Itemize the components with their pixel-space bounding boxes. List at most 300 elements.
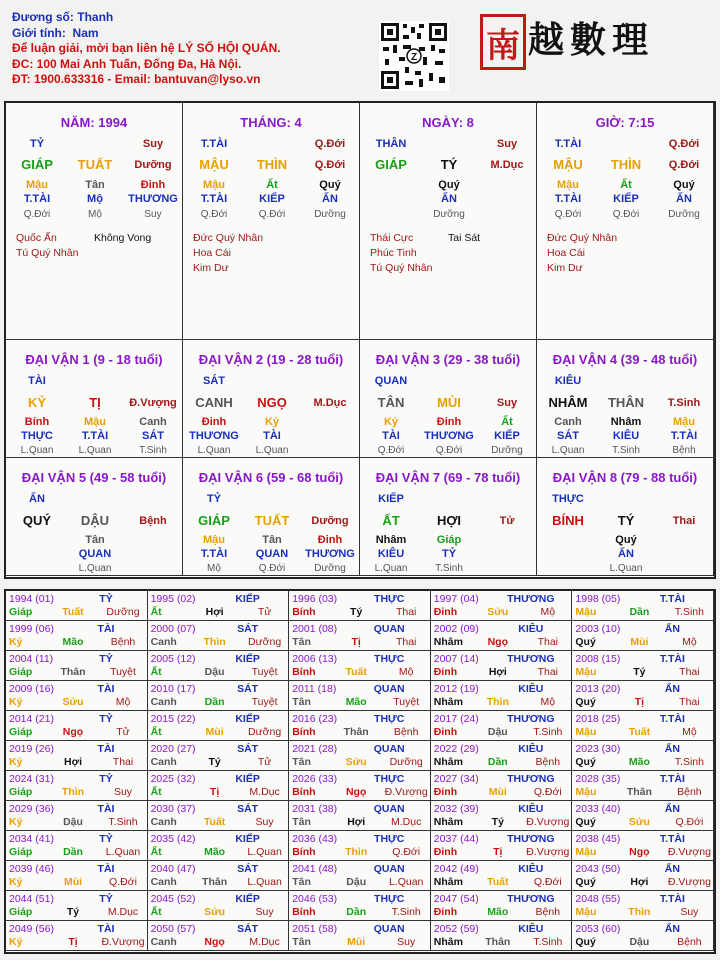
year-branch: Hợi (347, 816, 366, 828)
year-label: 2004 (11) (9, 653, 54, 665)
sub-phase: L.Quan (609, 563, 643, 574)
pillar-cell (6, 103, 183, 340)
year-phase: Bệnh (677, 936, 702, 948)
year-god: ẤN (664, 683, 680, 695)
luck-title: ĐẠI VẬN 2 (19 - 28 tuổi) (198, 352, 344, 367)
luck-stem: ẤT (382, 513, 400, 528)
year-label: 2005 (12) (150, 653, 196, 665)
pillar-stem: MẬU (199, 157, 229, 172)
year-branch: Tuất (628, 726, 651, 738)
ten-god: ẤN (441, 193, 457, 205)
year-label: 2021 (28) (292, 743, 338, 755)
year-cell (6, 771, 148, 801)
hidden-stem: Tân (262, 534, 282, 546)
pillar-top-star: TỶ (29, 138, 45, 150)
hidden-stem: Mậu (557, 179, 579, 191)
year-cell (148, 651, 290, 681)
year-god: SÁT (237, 803, 259, 815)
year-phase: Mộ (682, 726, 697, 738)
year-phase: T.Sinh (391, 906, 421, 918)
year-phase: Tử (257, 756, 272, 768)
year-branch: Sửu (487, 606, 509, 618)
star-note: Thái Cực (370, 232, 414, 244)
year-branch: Sửu (204, 906, 226, 918)
year-branch: Tị (209, 786, 220, 798)
year-branch: Dần (487, 756, 508, 768)
luck-cell (537, 458, 714, 576)
year-cell (572, 651, 714, 681)
year-stem: Canh (150, 696, 177, 708)
year-label: 2011 (18) (292, 683, 337, 695)
year-label: 2014 (21) (9, 713, 54, 725)
year-branch: Mão (204, 846, 226, 858)
year-god: T.TÀI (659, 833, 685, 845)
year-cell (6, 861, 148, 891)
year-god: TÀI (97, 863, 115, 875)
star-note-2: Không Vong (94, 232, 152, 244)
gender-value: Nam (72, 25, 99, 40)
year-cell (6, 591, 148, 621)
year-stem: Canh (150, 816, 177, 828)
year-cell (431, 621, 573, 651)
year-label: 2044 (51) (9, 893, 54, 905)
pillar-top-star: T.TÀI (554, 138, 582, 150)
luck-phase: Bệnh (139, 515, 167, 527)
year-branch: Mùi (63, 876, 83, 888)
year-stem: Đinh (433, 846, 458, 858)
year-god: KIÊU (518, 863, 544, 875)
year-stem: Tân (292, 876, 311, 888)
year-stem: Kỷ (9, 936, 23, 948)
hidden-stem: Đinh (436, 416, 462, 428)
pillar-phase: Q.Đới (314, 159, 346, 171)
year-cell (148, 681, 290, 711)
year-label: 2039 (46) (9, 863, 54, 875)
year-god: KIẾP (235, 653, 260, 665)
luck-cell (360, 458, 537, 576)
year-cell (6, 621, 148, 651)
year-branch: Tuất (203, 816, 226, 828)
year-cell (148, 591, 290, 621)
year-god: KIẾP (235, 893, 260, 905)
year-label: 2022 (29) (433, 743, 479, 755)
year-branch: Mùi (630, 636, 649, 648)
luck-title: ĐẠI VẬN 4 (39 - 48 tuổi) (552, 352, 698, 367)
luck-star: KIÊU (554, 375, 582, 387)
hidden-stem: Quý (615, 534, 637, 546)
ten-god: THƯƠNG (305, 548, 355, 560)
year-cell (148, 921, 290, 951)
year-phase: Bệnh (110, 636, 136, 648)
year-cell (431, 711, 573, 741)
sub-phase: Mộ (88, 209, 102, 220)
year-phase: Thai (395, 636, 417, 648)
luck-star: SÁT (203, 375, 225, 387)
sub-phase: L.Quan (374, 563, 408, 574)
year-branch: Dậu (487, 726, 508, 738)
year-label: 2038 (45) (575, 833, 621, 845)
sub-phase: Suy (144, 209, 162, 220)
hidden-stem: Ất (266, 179, 278, 191)
year-cell (6, 801, 148, 831)
year-god: THƯƠNG (507, 653, 555, 665)
year-god: THỰC (374, 653, 405, 665)
pillar-phase: Q.Đới (668, 159, 700, 171)
year-label: 2018 (25) (575, 713, 621, 725)
year-stem: Kỷ (9, 756, 23, 768)
year-branch: Dậu (63, 816, 83, 828)
year-stem: Kỷ (9, 636, 23, 648)
year-label: 2020 (27) (150, 743, 196, 755)
year-phase: Đ.Vượng (101, 936, 145, 948)
ten-god: KIẾP (613, 193, 639, 205)
year-stem: Mậu (575, 786, 597, 798)
year-stem: Mậu (575, 666, 597, 678)
year-phase: M.Dục (249, 786, 280, 798)
year-branch: Mão (345, 696, 367, 708)
ten-god: ẤN (322, 193, 338, 205)
year-stem: Đinh (433, 726, 458, 738)
luck-phase: Dưỡng (311, 515, 349, 527)
year-branch: Mùi (205, 726, 224, 738)
year-god: THƯƠNG (507, 893, 555, 905)
year-label: 2029 (36) (9, 803, 54, 815)
year-god: ẤN (664, 923, 680, 935)
year-phase: T.Sinh (108, 816, 138, 828)
sub-phase: T.Sinh (612, 445, 640, 456)
year-god: TÀI (97, 623, 115, 635)
ten-god: THƯƠNG (189, 430, 239, 442)
year-phase: L.Quan (247, 846, 282, 858)
ten-god: T.TÀI (200, 193, 228, 205)
year-stem: Đinh (433, 666, 458, 678)
year-branch: Tị (634, 696, 645, 708)
star-note: Kim Dư (193, 262, 229, 274)
year-cell (148, 711, 290, 741)
year-cell (6, 711, 148, 741)
year-label: 2009 (16) (9, 683, 54, 695)
sub-phase: Dưỡng (491, 445, 523, 456)
luck-stem: NHÂM (548, 395, 588, 410)
year-stem: Quý (575, 696, 596, 708)
year-god: SÁT (237, 743, 259, 755)
year-god: ẤN (664, 863, 680, 875)
year-phase: Dưỡng (248, 636, 282, 648)
year-phase: Suy (397, 936, 416, 948)
year-stem: Tân (292, 756, 311, 768)
year-cell (572, 591, 714, 621)
year-phase: Mộ (540, 696, 556, 708)
sub-phase: Q.Đới (258, 209, 286, 220)
year-stem: Bính (292, 786, 316, 798)
year-god: TÀI (97, 683, 115, 695)
year-label: 2035 (42) (150, 833, 196, 845)
hidden-stem: Nhâm (610, 416, 642, 428)
ten-god: SÁT (142, 430, 164, 442)
year-label: 2017 (24) (433, 713, 479, 725)
pillar-branch: THÌN (256, 157, 288, 172)
pillar-top-star: Suy (142, 138, 164, 150)
year-stem: Mậu (575, 726, 597, 738)
year-god: T.TÀI (659, 773, 685, 785)
sub-phase: L.Quan (20, 445, 54, 456)
year-stem: Tân (292, 696, 311, 708)
year-phase: Tuyệt (251, 666, 278, 678)
year-phase: Q.Đới (392, 846, 421, 858)
luck-stem: TÂN (377, 395, 405, 410)
year-label: 2045 (52) (150, 893, 196, 905)
pillar-stem: MẬU (553, 157, 583, 172)
sub-phase: L.Quan (197, 445, 231, 456)
ten-god: ẤN (676, 193, 692, 205)
ten-god: QUAN (255, 548, 289, 560)
year-label: 2012 (19) (433, 683, 479, 695)
year-stem: Mậu (575, 846, 597, 858)
star-note-2: Tai Sát (448, 232, 481, 244)
year-cell (572, 711, 714, 741)
pillar-branch: THÌN (610, 157, 642, 172)
year-label: 2051 (58) (292, 923, 338, 935)
sub-phase: Q.Đới (23, 209, 51, 220)
sub-phase: T.Sinh (139, 445, 167, 456)
year-branch: Dậu (346, 876, 367, 888)
year-stem: Giáp (9, 786, 33, 798)
year-god: THỰC (374, 593, 405, 605)
ten-god: KIẾP (494, 430, 520, 442)
hidden-stem: Kỷ (264, 416, 280, 428)
logo-text: 越數理 (528, 19, 655, 61)
luck-stem: GIÁP (198, 513, 230, 528)
year-branch: Thìn (203, 636, 226, 648)
year-god: KIẾP (235, 593, 260, 605)
year-cell (289, 591, 431, 621)
year-label: 1998 (05) (575, 593, 621, 605)
year-label: 2046 (53) (292, 893, 338, 905)
year-phase: Mộ (682, 636, 697, 648)
ten-god: KIÊU (612, 430, 640, 442)
star-note: Quốc Ấn (16, 232, 57, 244)
year-label: 2043 (50) (575, 863, 621, 875)
pillar-top-star: THÂN (375, 138, 407, 150)
year-stem: Ất (150, 906, 162, 918)
year-label: 2006 (13) (292, 653, 338, 665)
year-phase: Dưỡng (389, 756, 423, 768)
ten-god: TÀI (263, 430, 281, 442)
year-branch: Thân (626, 786, 652, 798)
year-phase: Q.Đới (109, 876, 137, 888)
year-cell (148, 621, 290, 651)
year-stem: Canh (150, 876, 177, 888)
year-label: 2027 (34) (433, 773, 479, 785)
year-stem: Nhâm (433, 816, 463, 828)
year-god: ẤN (664, 743, 680, 755)
pillar-branch: TUẤT (77, 157, 113, 172)
year-label: 1999 (06) (9, 623, 54, 635)
ten-god: Mộ (87, 193, 103, 205)
year-label: 1996 (03) (292, 593, 338, 605)
year-god: T.TÀI (659, 713, 685, 725)
luck-title: ĐẠI VẬN 3 (29 - 38 tuổi) (375, 352, 521, 367)
year-phase: Đ.Vượng (526, 846, 570, 858)
year-stem: Quý (575, 936, 596, 948)
year-label: 2019 (26) (9, 743, 54, 755)
sub-phase: Q.Đới (554, 209, 582, 220)
sub-phase: L.Quan (78, 445, 112, 456)
year-branch: Hợi (205, 606, 224, 618)
year-cell (6, 681, 148, 711)
year-stem: Kỷ (9, 876, 23, 888)
hidden-stem: Tân (85, 179, 105, 191)
year-god: QUAN (373, 623, 405, 635)
year-phase: Đ.Vượng (526, 816, 570, 828)
sub-phase: Dưỡng (314, 563, 346, 574)
year-label: 2050 (57) (150, 923, 196, 935)
hidden-stem: Đinh (317, 534, 343, 546)
year-stem: Canh (150, 636, 177, 648)
year-phase: Đ.Vượng (667, 846, 711, 858)
year-branch: Tị (68, 936, 78, 948)
year-branch: Sửu (345, 756, 367, 768)
pillar-phase: Dưỡng (134, 159, 172, 171)
year-god: TỶ (99, 713, 113, 725)
luck-branch: MÙI (437, 395, 461, 410)
luck-branch: NGỌ (257, 395, 287, 410)
year-phase: T.Sinh (674, 756, 704, 768)
year-stem: Tân (292, 636, 311, 648)
hidden-stem: Mậu (26, 179, 48, 191)
year-stem: Nhâm (433, 936, 463, 948)
year-branch: Thìn (628, 906, 651, 918)
luck-star: THỰC (552, 493, 584, 505)
year-god: TÀI (97, 923, 115, 935)
ten-god: TÀI (382, 430, 400, 442)
phone-email-line: ĐT: 1900.633316 - Email: bantuvan@lyso.vn (12, 72, 261, 86)
year-god: SÁT (237, 623, 259, 635)
year-god: THỰC (374, 773, 405, 785)
year-phase: Thai (537, 666, 559, 678)
year-branch: Dậu (629, 936, 650, 948)
sub-phase: Mộ (207, 563, 221, 574)
year-cell (6, 921, 148, 951)
hidden-stem: Quý (673, 179, 695, 191)
hidden-stem: Ất (620, 179, 632, 191)
luck-branch: HỢI (436, 513, 462, 528)
sub-phase: Dưỡng (314, 209, 346, 220)
year-stem: Kỷ (9, 816, 23, 828)
luck-star: ẤN (29, 493, 45, 505)
luck-star: TỶ (206, 493, 222, 505)
sub-phase: Q.Đới (612, 209, 640, 220)
year-god: KIÊU (518, 623, 544, 635)
year-cell (572, 681, 714, 711)
year-branch: Mùi (347, 936, 366, 948)
year-branch: Tuất (345, 666, 367, 678)
ten-god: T.TÀI (670, 430, 698, 442)
year-stem: Quý (575, 876, 596, 888)
year-stem: Tân (292, 936, 311, 948)
year-label: 2015 (22) (150, 713, 196, 725)
year-phase: Suy (255, 906, 274, 918)
star-note: Hoa Cái (193, 247, 231, 259)
year-branch: Tuất (487, 876, 509, 888)
year-god: KIẾP (235, 833, 260, 845)
year-god: THƯƠNG (507, 713, 555, 725)
year-stem: Ất (150, 666, 162, 678)
sub-phase: Dưỡng (433, 209, 465, 220)
year-branch: Ngọ (487, 636, 508, 648)
year-god: THỰC (374, 893, 405, 905)
sub-phase: L.Quan (255, 445, 289, 456)
year-phase: Bệnh (535, 906, 561, 918)
year-stem: Quý (575, 756, 596, 768)
yearly-table (4, 589, 716, 954)
year-label: 2024 (31) (9, 773, 54, 785)
year-phase: Thai (679, 666, 700, 678)
luck-cell (6, 458, 183, 576)
year-phase: Thai (679, 696, 700, 708)
star-note: Phúc Tinh (370, 247, 417, 259)
luck-cell (6, 340, 183, 458)
year-phase: Tuyệt (251, 696, 278, 708)
year-phase: T.Sinh (674, 606, 704, 618)
year-cell (289, 621, 431, 651)
year-stem: Canh (150, 936, 177, 948)
year-branch: Tý (633, 666, 646, 678)
ten-god: THƯƠNG (128, 193, 178, 205)
year-stem: Đinh (433, 906, 458, 918)
year-phase: Mộ (540, 606, 556, 618)
year-stem: Nhâm (433, 636, 463, 648)
year-god: TỶ (99, 653, 113, 665)
year-phase: T.Sinh (533, 726, 563, 738)
year-branch: Thìn (61, 786, 85, 798)
year-cell (431, 921, 573, 951)
year-branch: Mùi (488, 786, 507, 798)
year-phase: Tuyệt (110, 666, 136, 678)
year-phase: Q.Đới (675, 816, 704, 828)
ten-god: T.TÀI (81, 430, 109, 442)
luck-title: ĐẠI VẬN 8 (79 - 88 tuổi) (552, 470, 698, 485)
year-label: 2028 (35) (575, 773, 621, 785)
year-label: 2032 (39) (433, 803, 479, 815)
year-cell (572, 741, 714, 771)
year-cell (431, 651, 573, 681)
year-stem: Nhâm (433, 876, 463, 888)
year-cell (431, 801, 573, 831)
year-phase: Mộ (398, 666, 414, 678)
star-note: Hoa Cái (547, 247, 585, 259)
pillar-title: THÁNG: 4 (240, 115, 302, 130)
sub-phase: L.Quan (78, 563, 112, 574)
year-branch: Dậu (204, 666, 225, 678)
luck-cell (537, 340, 714, 458)
pillar-phase: M.Dục (490, 159, 524, 171)
luck-stem: CANH (195, 395, 233, 410)
luck-title: ĐẠI VẬN 7 (69 - 78 tuổi) (375, 470, 521, 485)
year-stem: Quý (575, 816, 596, 828)
year-stem: Ất (150, 846, 162, 858)
year-cell (6, 831, 148, 861)
sub-phase: Q.Đới (435, 445, 463, 456)
year-label: 2042 (49) (433, 863, 479, 875)
year-stem: Bính (292, 846, 316, 858)
year-god: QUAN (373, 683, 405, 695)
sub-phase: Dưỡng (668, 209, 700, 220)
hidden-stem: Ất (501, 416, 513, 428)
hidden-stem: Đinh (140, 179, 166, 191)
year-cell (6, 651, 148, 681)
year-stem: Canh (150, 756, 177, 768)
